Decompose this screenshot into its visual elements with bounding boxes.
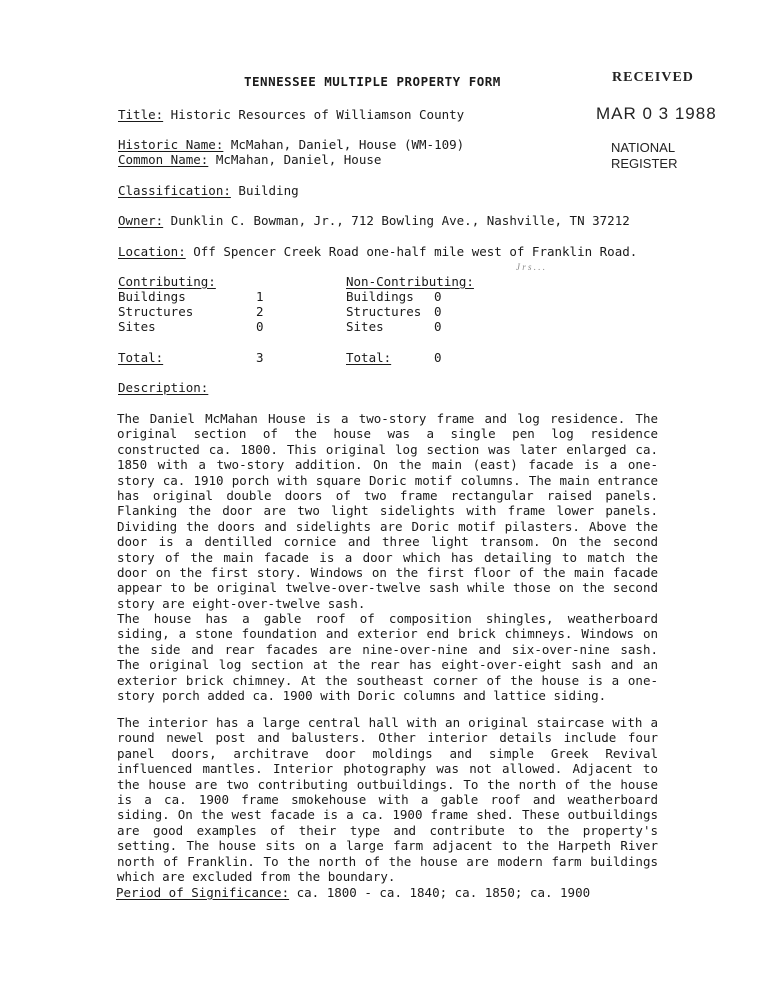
count-row-contributing: 0 [256, 319, 264, 334]
common-name-value: McMahan, Daniel, House [208, 152, 382, 167]
count-row-nc-label: Buildings [346, 289, 414, 304]
count-row-contributing: 2 [256, 304, 264, 319]
count-row-nc-label: Sites [346, 319, 384, 334]
description-paragraph: The house has a gable roof of composition shingles, weatherboard siding, a stone foundation and exterior end brick chimneys. Windows on the side and rear facades are nine-over-nine and six-over-nine sash. The original log section at the rear has eight-over-eight sash and an exterior brick chimney. At the southeast corner of the house is a one-story porch added ca. 1900 with Doric columns and lattice siding. [117, 611, 658, 704]
stamp-national: NATIONAL [611, 140, 676, 155]
stamp-date: MAR 0 3 1988 [596, 104, 717, 123]
stamp-received-text: RECEIVED [612, 70, 694, 85]
common-name-field [118, 152, 381, 167]
count-row-label: Sites [118, 319, 156, 334]
classification-field [118, 183, 299, 198]
count-row-noncontributing: 0 [434, 319, 442, 334]
nc-total-label: Total: [346, 350, 392, 365]
location-value: Off Spencer Creek Road one-half mile west of Franklin Road. [185, 244, 638, 259]
title-value: Historic Resources of Williamson County [163, 107, 465, 122]
historic-name-field [118, 137, 464, 152]
contributing-header: Contributing: [118, 274, 216, 289]
total-contributing: 3 [256, 350, 264, 365]
noncontributing-header: Non-Contributing: [346, 274, 474, 289]
owner-label: Owner: [118, 213, 164, 228]
count-row-label: Buildings [118, 289, 186, 304]
title-field [118, 107, 464, 122]
count-row-label: Structures [118, 304, 194, 319]
classification-value: Building [230, 183, 299, 198]
stamp-register: REGISTER [611, 156, 678, 171]
historic-name-value: McMahan, Daniel, House (WM-109) [223, 137, 465, 152]
owner-field [118, 213, 630, 228]
period-field [116, 885, 590, 900]
classification-label: Classification: [118, 183, 231, 198]
historic-name-label: Historic Name: [118, 137, 224, 152]
period-label: Period of Significance: [116, 885, 290, 900]
period-value: ca. 1800 - ca. 1840; ca. 1850; ca. 1900 [289, 885, 591, 900]
total-label: Total: [118, 350, 164, 365]
description-paragraph: The Daniel McMahan House is a two-story frame and log residence. The original section of the house was a single pen log residence constructed ca. 1800. This original log section was later enlarged ca. 1850 with a two-story addition. On the main (east) facade is a one-story ca. 1910 porch with square Doric motif columns. The main entrance has original double doors of two frame rectangular raised panels. Flanking the door are two light sidelights with frame lower panels. Dividing the doors and sidelights are Doric motif pilasters. Above the door is a dentilled cornice and three light transom. On the second story of the main facade is a door which has detailing to match the door on the first story. Windows on the first floor of the main facade appear to be original twelve-over-twelve sash while those on the second story are eight-over-twelve sash. [117, 411, 658, 611]
count-row-nc-label: Structures [346, 304, 422, 319]
count-row-contributing: 1 [256, 289, 264, 304]
title-label: Title: [118, 107, 164, 122]
common-name-label: Common Name: [118, 152, 209, 167]
description-heading: Description: [118, 380, 209, 395]
location-label: Location: [118, 244, 186, 259]
form-title: TENNESSEE MULTIPLE PROPERTY FORM [244, 74, 501, 89]
handwritten-scribble: J r s . . . [516, 262, 545, 272]
count-row-noncontributing: 0 [434, 304, 442, 319]
owner-value: Dunklin C. Bowman, Jr., 712 Bowling Ave., Nashville, TN 37212 [163, 213, 630, 228]
count-row-noncontributing: 0 [434, 289, 442, 304]
total-noncontributing: 0 [434, 350, 442, 365]
location-field [118, 244, 637, 259]
description-paragraph: The interior has a large central hall with an original staircase with a round newel post and balusters. Other interior details include four panel doors, architrave door moldings and simple Greek Revival influenced mantles. Interior photography was not allowed. Adjacent to the house are two contributing outbuildings. To the north of the house is a ca. 1900 frame smokehouse with a gable roof and weatherboard siding. On the west facade is a ca. 1900 frame shed. These outbuildings are good examples of their type and contribute to the property's setting. The house sits on a large farm adjacent to the Harpeth River north of Franklin. To the north of the house are modern farm buildings which are excluded from the boundary. [117, 715, 658, 885]
